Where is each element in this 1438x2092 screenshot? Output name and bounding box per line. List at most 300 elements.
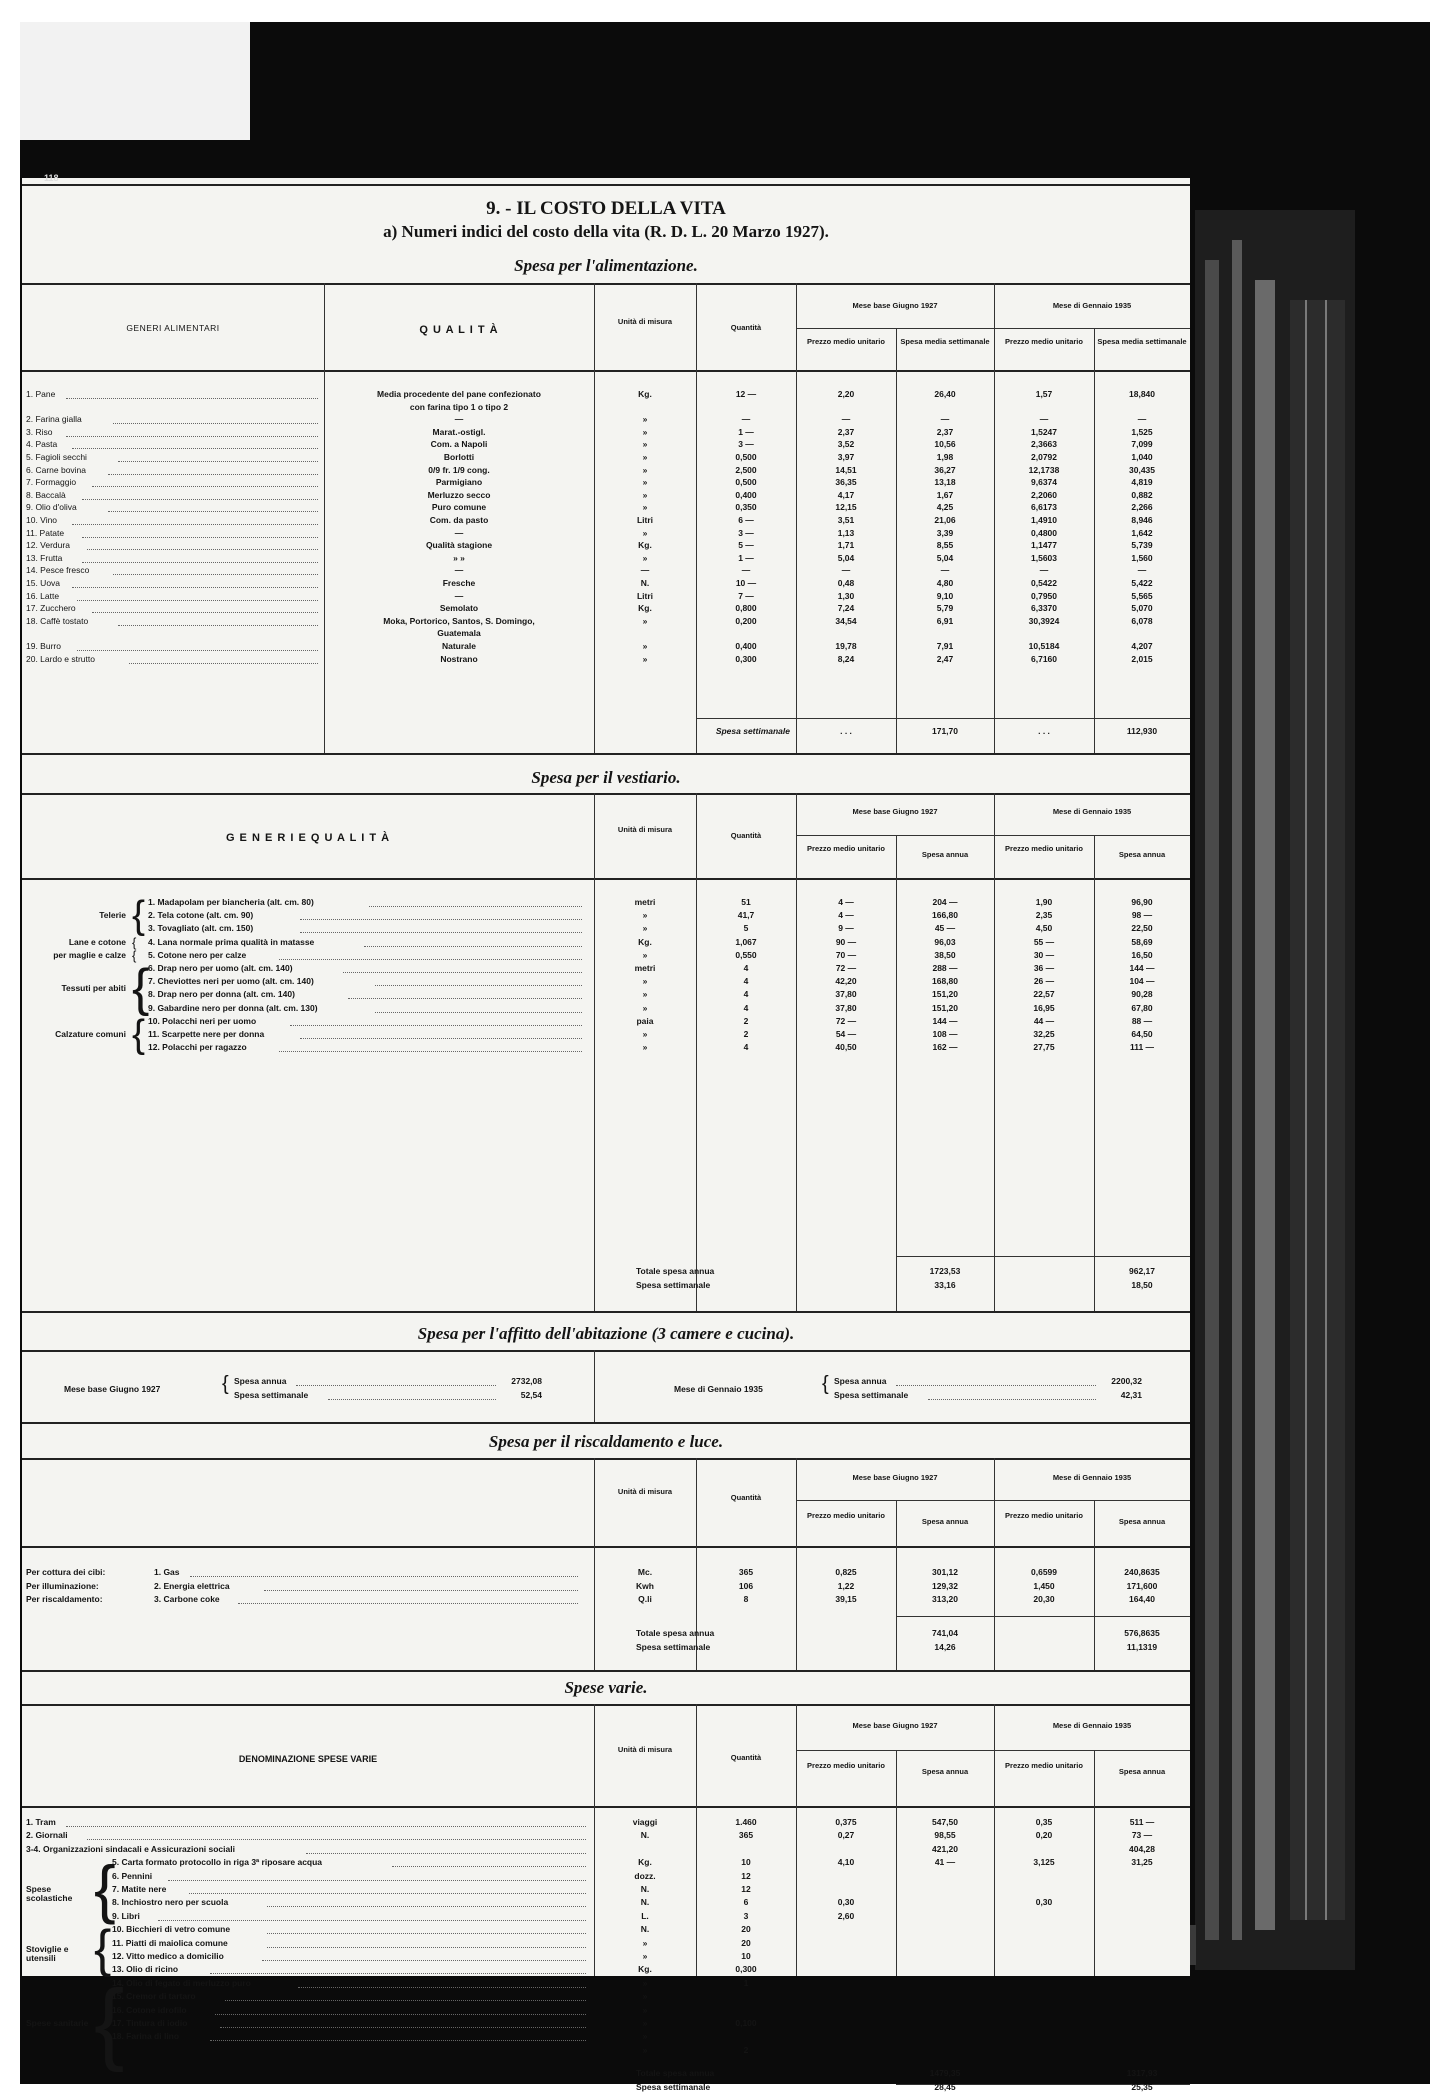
heating-header-cur: Mese di Gennaio 1935 xyxy=(1052,1473,1132,1482)
food-row-spend-cur: 1,040 xyxy=(1131,452,1153,462)
clothing-row-spend-base: 45 — xyxy=(934,923,956,934)
food-row-quantity: 1 — xyxy=(738,552,754,563)
clothing-row-name: 10. Polacchi neri per uomo xyxy=(148,1015,257,1026)
misc-row-quantity: 10 xyxy=(741,1857,751,1868)
heating-row-purpose: Per cottura dei cibi: xyxy=(26,1567,106,1577)
food-row-quantity: 3 — xyxy=(738,439,754,450)
food-row-price-base: 2,20 xyxy=(837,389,855,399)
food-row-name: 18. Caffè tostato xyxy=(26,615,89,626)
food-row-unit: » xyxy=(642,426,648,437)
clothing-row-spend-base: 144 — xyxy=(932,1015,958,1026)
food-row-quality: — xyxy=(454,527,464,538)
food-row-quality: Semolato xyxy=(439,603,479,614)
clothing-row-price-cur: 4,50 xyxy=(1035,923,1053,934)
clothing-row-quantity: 2 xyxy=(743,1015,749,1026)
heating-row-name: 2. Energia elettrica xyxy=(154,1580,230,1591)
misc-row-leader xyxy=(87,1831,586,1840)
clothing-row-spend-cur: 96,90 xyxy=(1131,897,1153,907)
food-row-price-base: 0,48 xyxy=(837,578,855,588)
clothing-row-price-cur: 30 — xyxy=(1033,949,1055,960)
heating-row-price-cur: 0,6599 xyxy=(1031,1567,1057,1577)
clothing-row-price-cur: 2,35 xyxy=(1035,910,1053,921)
food-row-quality: » » xyxy=(453,552,465,563)
misc-row-price-cur: 0,20 xyxy=(1035,1830,1053,1841)
misc-row-leader xyxy=(267,1939,586,1948)
clothing-row-quantity: 4 xyxy=(743,1042,749,1053)
misc-row-spend-base: 547,50 xyxy=(932,1817,958,1827)
food-row-unit: » xyxy=(642,414,648,425)
food-row-price-cur: 2,3663 xyxy=(1031,439,1057,450)
misc-row-price-base: 4,10 xyxy=(837,1857,855,1868)
misc-header-unita: Unità di misura xyxy=(617,1745,673,1754)
clothing-row-price-base: 72 — xyxy=(835,963,857,973)
clothing-group-brace: { xyxy=(132,947,137,963)
food-row-quality: — xyxy=(454,590,464,601)
food-row-quality: Puro comune xyxy=(431,502,487,513)
clothing-row-leader xyxy=(290,1017,582,1026)
food-row-unit: Kg. xyxy=(638,603,652,614)
misc-row-name: 3-4. Organizzazioni sindacali e Assicurazioni sociali xyxy=(26,1843,235,1854)
clothing-row-price-base: 72 — xyxy=(835,1015,857,1026)
clothing-row-spend-base: 151,20 xyxy=(932,1002,958,1013)
misc-row-name: 13. Olio di ricino xyxy=(112,1964,179,1975)
clothing-row-name: 2. Tela cotone (alt. cm. 90) xyxy=(148,910,254,921)
food-row-spend-cur: 30,435 xyxy=(1129,464,1155,475)
misc-row-leader xyxy=(215,2006,586,2015)
food-header-spesa-1: Spesa media settimanale xyxy=(900,337,990,346)
misc-row-quantity: 1 xyxy=(743,1977,749,1988)
clothing-group-label: Tessuti per abiti xyxy=(61,982,126,993)
clothing-header-prezzo-2: Prezzo medio unitario xyxy=(1005,844,1083,853)
food-row-price-cur: 12,1738 xyxy=(1028,464,1060,475)
food-row-unit: — xyxy=(640,565,650,576)
heating-row-price-cur: 1,450 xyxy=(1033,1580,1055,1591)
food-row-spend-cur: 4,207 xyxy=(1131,641,1153,651)
rent-cur-label: Mese di Gennaio 1935 xyxy=(674,1384,763,1394)
misc-row-name: 9. Libri xyxy=(112,1910,140,1921)
food-row-price-cur: 9,6374 xyxy=(1031,477,1057,488)
food-row-quantity: 0,500 xyxy=(735,452,757,462)
misc-row-price-base: 0,30 xyxy=(837,1897,855,1908)
statistics-page: 118 9. - IL COSTO DELLA VITA a) Numeri indici del costo della vita (R. D. L. 20 Marzo 1927). Spesa per l'alimentazione. GENERI ALIMENTARI Q U A L I T À Unità di misura Quantità Mese base Giugno 1927 Mese di Gennaio 1935 Prezzo medio unitario Spesa media settimanale Prezzo medio unitario Spesa media settimanale Spesa settimanale . . . 171,70 . . . 112,930 Spesa per il vestiario. G E N E R I E Q U A L I T À Unità di misura Quantità Mese base Giugno 1927 Mese di Gennaio 1935 Prezzo medio unitario Spesa annua Prezzo medio unitario Spesa annua Totale spesa annua Spesa settimanale 1723,53 33,16 962,17 18,50 Spesa per l'affitto dell'abitazione (3 camere e cucina). Mese base Giugno 1927 { Spesa annua Spesa settimanale 2732,08 52,54 Mese di Gennaio 1935 { Spesa annua Spesa settimanale 2200,32 42,31 Spesa per il riscaldamento e luce. Unità di misura Quantità Mese base Giugno 1927 Mese di Gennaio 1935 Prezzo medio unitario Spesa annua Prezzo medio unitario Spesa annua Totale spesa annua Spesa settimanale 741,04 14,26 576,8635 11,1319 Spese varie. DENOMINAZIONE SPESE VARIE Unità di misura Quantità Mese base Giugno 1927 Mese di Gennaio 1935 Prezzo medio unitario Spesa annua Prezzo medio unitario Spesa annua 1. Pane Media procedente del pane confezionato Kg. 12 — 2,20 26,40 1,57 18,840 con farina tipo 1 o tipo 2 2. Farina gialla — » — — — — — 3. Riso Marat.-ostigl. » 1 — 2,37 2,37 1,5247 1,525 4. Pasta Com. a Napoli » 3 — 3,52 10,56 2,3663 7,099 5. Fagioli secchi Borlotti » 0,500 3,97 1,98 2,0792 1,040 6. Carne bovina 0/9 fr. 1/9 cong. » 2,500 14,51 36,27 12,1738 30,435 7. Formaggio Parmigiano » 0,500 36,35 13,18 9,6374 4,819 8. Baccalà Merluzzo secco » 0,400 4,17 1,67 2,2060 0,882 9. Olio d'oliva Puro comune » 0,350 12,15 4,25 6,6173 2,266 10. Vino Com. da pasto Litri 6 — 3,51 21,06 1,4910 8,946 11. Patate — » 3 — 1,13 3,39 0,4800 1,642 12. Verdura Qualità stagione Kg. 5 — 1,71 8,55 1,1477 5,739 13. Frutta » » » 1 — 5,04 5,04 1,5603 1,560 14. Pesce fresco — — — — — — — 15. Uova Fresche N. 10 — 0,48 4,80 0,5422 5,422 16. Latte — Litri 7 — 1,30 9,10 0,7950 5,565 17. Zucchero Semolato Kg. 0,800 7,24 5,79 6,3370 5,070 18. Caffè tostato Moka, Portorico, Santos, S. Domingo, » 0,200 34,54 6,91 30,3924 6,078 Guatemala 19. Burro Naturale » 0,400 19,78 7,91 10,5184 4,207 20. Lardo e strutto Nostrano » 0,300 8,24 2,47 6,7160 2,015 1. Madapolam per biancheria (alt. cm. 80) metri 51 4 — 204 — 1,90 96,90 2. Tela cotone (alt. cm. 90) » 41,7 4 — 166,80 2,35 98 — 3. Tovagliato (alt. cm. 150) » 5 9 — 45 — 4,50 22,50 4. Lana normale prima qualità in matasse Kg. 1,067 90 — 96,03 55 — 58,69 5. Cotone nero per calze » 0,550 70 — 38,50 30 — 16,50 6. Drap nero per uomo (alt. cm. 140) metri 4 72 — 288 — 36 — 144 — 7. Cheviottes neri per uomo (alt. cm. 140) » 4 42,20 168,80 26 — 104 — 8. Drap nero per donna (alt. cm. 140) » 4 37,80 151,20 22,57 90,28 9. Gabardine nero per donna (alt. cm. 130) » 4 37,80 151,20 16,95 67,80 10. Polacchi neri per uomo paia 2 72 — 144 — 44 — 88 — 11. Scarpette nere per donna » 2 54 — 108 — 32,25 64,50 12. Polacchi per ragazzo » 4 40,50 162 — 27,75 111 — Telerie { Lane e cotone { per maglie e calze { Tessuti per abiti { Calzature comuni { Per cottura dei cibi: 1. Gas Mc. 365 0,825 301,12 0,6599 240,8635 Per illuminazione: 2. Energia elettrica Kwh 106 1,22 129,32 1,450 171,600 Per riscaldamento: 3. Carbone coke Q.li 8 39,15 313,20 20,30 164,40 1. Tram viaggi 1.460 0,375 547,50 0,35 511 — 2. Giornali N. 365 0,27 98,55 0,20 73 — 3-4. Organizzazioni sindacali e Assicurazioni sociali 421,20 404,28 5. Carta formato protocollo in riga 3ª riposare acqua Kg. 10 4,10 41 — 3,125 31,25 6. Pennini dozz. 12 7. Matite nere N. 12 8. Inchiostro nero per scuola N. 6 0,30 0,30 9. Libri L. 3 2,60 10. Bicchieri di vetro comune N. 20 11. Piatti di maiolica comune » 20 12. Vitto medico a domicilio » 10 13. Olio di ricino Kg. 0,300 14. Olio di fegato di merluzzo puro » 1 15. Cremor di tartaro » 16. Cotone idrofilo » 17. Tintura di iodio » 0,100 18. Farina di lino » » 2 Spese scolastiche { Stoviglie e utensili { Spese sanitarie { Totale spesa annua Spesa settimanale 1479,35 28,45 1317,93 25,35 xyxy=(22,178,1190,1976)
clothing-row-quantity: 4 xyxy=(743,976,749,987)
food-total-p1: . . . xyxy=(840,726,852,736)
food-row-quantity: 7 — xyxy=(738,590,754,601)
clothing-total-annua-2: 962,17 xyxy=(1129,1266,1155,1276)
rent-base-annua-label: Spesa annua xyxy=(234,1376,287,1386)
clothing-header-quantita: Quantità xyxy=(730,831,762,840)
misc-row-unit: » xyxy=(642,2018,648,2028)
food-row-spend-cur: 2,266 xyxy=(1131,502,1153,513)
heating-total-sett-2: 11,1319 xyxy=(1126,1642,1158,1652)
food-section-title: Spesa per l'alimentazione. xyxy=(514,256,698,275)
food-row-quantity: 0,350 xyxy=(735,502,757,513)
food-header-prezzo-2: Prezzo medio unitario xyxy=(1005,337,1083,346)
misc-row-leader xyxy=(225,1992,586,2001)
clothing-row-spend-cur: 98 — xyxy=(1131,910,1153,921)
page-title: 9. - IL COSTO DELLA VITA xyxy=(486,198,726,219)
food-row-spend-cur: 7,099 xyxy=(1131,439,1153,450)
food-row-spend-base: 4,25 xyxy=(936,502,954,513)
food-row-spend-base: 9,10 xyxy=(936,590,954,601)
heating-row-spend-cur: 171,600 xyxy=(1126,1580,1158,1591)
food-row-spend-cur: 5,739 xyxy=(1131,540,1153,551)
clothing-group-brace: { xyxy=(132,959,150,1017)
misc-row-unit: L. xyxy=(641,1910,649,1921)
food-row-name: 3. Riso xyxy=(26,426,53,437)
clothing-row-unit: » xyxy=(642,1002,648,1013)
food-row-price-base: — xyxy=(841,565,851,576)
clothing-row-leader xyxy=(369,898,582,907)
clothing-row-spend-base: 162 — xyxy=(932,1042,958,1053)
heating-row-leader xyxy=(190,1568,578,1577)
food-row-price-base: 3,97 xyxy=(837,452,855,462)
misc-row-leader xyxy=(220,2019,586,2028)
misc-row-name: 2. Giornali xyxy=(26,1830,68,1841)
food-row-price-cur: 6,7160 xyxy=(1031,653,1057,664)
food-row-leader xyxy=(82,491,318,500)
food-row-name: 17. Zucchero xyxy=(26,603,76,614)
misc-row-name: 18. Farina di lino xyxy=(112,2031,180,2042)
misc-header-denominazione: DENOMINAZIONE SPESE VARIE xyxy=(238,1754,378,1764)
food-row-unit: » xyxy=(642,615,648,626)
food-row-leader xyxy=(108,466,318,475)
food-row-spend-base: 6,91 xyxy=(936,615,954,626)
heating-row-spend-cur: 164,40 xyxy=(1129,1594,1155,1604)
misc-row-quantity: 20 xyxy=(741,1924,751,1935)
food-row-spend-base: 5,04 xyxy=(936,552,954,563)
clothing-row-spend-base: 108 — xyxy=(932,1029,958,1039)
food-row-unit: » xyxy=(642,552,648,563)
food-row-unit: » xyxy=(642,477,648,488)
food-row-price-cur: 2,0792 xyxy=(1031,452,1057,462)
clothing-group-brace: { xyxy=(132,1012,146,1056)
rent-base-sett: 52,54 xyxy=(520,1390,542,1400)
food-row-spend-base: 1,98 xyxy=(936,452,954,462)
food-row-quality: Guatemala xyxy=(437,628,481,639)
heating-row-quantity: 365 xyxy=(738,1567,754,1577)
misc-row-spend-cur: 511 — xyxy=(1129,1817,1155,1827)
clothing-row-name: 4. Lana normale prima qualità in matasse xyxy=(148,936,315,947)
misc-row-price-base: 0,27 xyxy=(837,1830,855,1841)
clothing-row-quantity: 4 xyxy=(743,989,749,1000)
misc-row-name: 7. Matite nere xyxy=(112,1884,167,1894)
food-row-quality: Nostrano xyxy=(440,653,478,664)
misc-group-brace: { xyxy=(94,1971,125,2073)
food-row-price-base: 3,51 xyxy=(837,515,855,525)
misc-row-unit: N. xyxy=(640,1830,650,1841)
clothing-row-unit: paia xyxy=(636,1015,654,1026)
clothing-row-quantity: 2 xyxy=(743,1029,749,1039)
misc-row-name: 17. Tintura di iodio xyxy=(112,2018,188,2028)
misc-row-quantity: 3 xyxy=(743,1910,749,1921)
food-row-quality: Borlotti xyxy=(443,452,475,462)
misc-row-quantity: 12 xyxy=(741,1884,751,1894)
misc-row-name: 6. Pennini xyxy=(112,1870,153,1881)
misc-header-prezzo-1: Prezzo medio unitario xyxy=(807,1761,885,1770)
misc-row-unit: » xyxy=(642,1937,648,1948)
food-row-price-cur: 30,3924 xyxy=(1028,615,1060,626)
food-header-quantita: Quantità xyxy=(730,323,762,332)
clothing-row-quantity: 5 xyxy=(743,923,749,934)
misc-row-spend-cur: 31,25 xyxy=(1131,1857,1153,1868)
food-row-price-cur: 0,4800 xyxy=(1031,527,1057,538)
clothing-row-price-base: 40,50 xyxy=(835,1042,857,1053)
misc-row-unit: » xyxy=(642,2044,648,2055)
misc-row-unit: viaggi xyxy=(632,1817,658,1827)
clothing-row-spend-cur: 144 — xyxy=(1129,963,1155,973)
food-row-spend-base: 7,91 xyxy=(936,641,954,651)
misc-row-leader xyxy=(267,1898,586,1907)
food-row-spend-cur: 5,070 xyxy=(1131,603,1153,614)
rent-base-label: Mese base Giugno 1927 xyxy=(64,1384,161,1394)
clothing-header-genere: G E N E R I E Q U A L I T À xyxy=(225,832,391,844)
food-row-quality: Com. da pasto xyxy=(429,515,489,525)
misc-row-quantity: 0,300 xyxy=(735,1964,757,1975)
misc-row-name: 15. Cremor di tartaro xyxy=(112,1991,196,2002)
clothing-row-spend-cur: 104 — xyxy=(1129,976,1155,987)
food-header-genere: GENERI ALIMENTARI xyxy=(126,323,220,333)
misc-row-quantity: 6 xyxy=(743,1897,749,1908)
misc-row-quantity: 0,100 xyxy=(735,2018,757,2028)
clothing-group-brace: { xyxy=(132,894,146,937)
food-row-spend-cur: 0,882 xyxy=(1131,489,1153,500)
heating-header-spesa-1: Spesa annua xyxy=(921,1517,969,1526)
misc-header-cur: Mese di Gennaio 1935 xyxy=(1052,1721,1132,1730)
food-row-spend-base: 21,06 xyxy=(934,515,956,525)
misc-row-quantity: 1.460 xyxy=(735,1817,757,1827)
misc-row-price-base: 2,60 xyxy=(837,1910,855,1921)
food-row-name: 7. Formaggio xyxy=(26,477,77,488)
food-row-unit: Kg. xyxy=(638,540,652,551)
food-row-name: 19. Burro xyxy=(26,641,61,651)
heating-total-annua-1: 741,04 xyxy=(932,1628,958,1638)
clothing-row-price-cur: 32,25 xyxy=(1033,1029,1055,1039)
food-row-leader xyxy=(77,592,318,601)
food-row-price-cur: 1,57 xyxy=(1035,389,1053,399)
food-row-spend-base: 4,80 xyxy=(936,578,954,588)
heating-row-purpose: Per riscaldamento: xyxy=(26,1594,103,1604)
food-row-quantity: 12 — xyxy=(735,389,757,399)
food-row-leader xyxy=(82,529,318,538)
heating-row-unit: Q.li xyxy=(638,1594,652,1604)
misc-row-unit: dozz. xyxy=(634,1870,656,1881)
clothing-row-spend-cur: 22,50 xyxy=(1131,923,1153,934)
food-row-unit: Litri xyxy=(636,590,654,601)
food-row-price-cur: — xyxy=(1039,414,1049,425)
rent-base-annua: 2732,08 xyxy=(511,1376,542,1386)
food-row-price-cur: 1,4910 xyxy=(1031,515,1057,525)
food-row-leader xyxy=(72,440,318,449)
clothing-row-spend-base: 38,50 xyxy=(934,949,956,960)
clothing-header-prezzo-1: Prezzo medio unitario xyxy=(807,844,885,853)
heating-header-spesa-2: Spesa annua xyxy=(1118,1517,1166,1526)
food-row-unit: N. xyxy=(640,578,650,588)
food-row-unit: » xyxy=(642,527,648,538)
food-header-unita: Unità di misura xyxy=(617,317,673,326)
clothing-row-name: 7. Cheviottes neri per uomo (alt. cm. 140) xyxy=(148,976,314,987)
clothing-row-unit: » xyxy=(642,910,648,921)
food-row-quantity: 0,300 xyxy=(735,653,757,664)
food-row-spend-base: 26,40 xyxy=(934,389,956,399)
food-header-prezzo-1: Prezzo medio unitario xyxy=(807,337,885,346)
clothing-row-spend-cur: 67,80 xyxy=(1131,1002,1153,1013)
heating-header-base: Mese base Giugno 1927 xyxy=(852,1473,938,1482)
misc-row-spend-base: 98,55 xyxy=(934,1830,956,1841)
food-row-quality: 0/9 fr. 1/9 cong. xyxy=(428,464,490,475)
clothing-row-price-base: 42,20 xyxy=(835,976,857,987)
food-row-name: 10. Vino xyxy=(26,515,58,525)
food-row-unit: » xyxy=(642,641,648,651)
food-row-price-cur: 10,5184 xyxy=(1028,641,1060,651)
clothing-header-cur: Mese di Gennaio 1935 xyxy=(1052,807,1132,816)
food-row-spend-base: 36,27 xyxy=(934,464,956,475)
heating-header-unita: Unità di misura xyxy=(617,1487,673,1496)
rent-cur-sett-label: Spesa settimanale xyxy=(834,1390,909,1400)
food-row-spend-base: — xyxy=(940,414,950,425)
food-row-price-cur: 0,5422 xyxy=(1031,578,1057,588)
food-row-unit: » xyxy=(642,464,648,475)
rent-base-sett-label: Spesa settimanale xyxy=(234,1390,309,1400)
food-row-spend-base: 3,39 xyxy=(936,527,954,538)
clothing-row-spend-cur: 16,50 xyxy=(1131,949,1153,960)
food-row-leader xyxy=(72,579,318,588)
misc-header-quantita: Quantità xyxy=(730,1753,762,1762)
food-row-name: 2. Farina gialla xyxy=(26,414,82,425)
food-row-leader xyxy=(118,617,318,626)
clothing-total-sett-label: Spesa settimanale xyxy=(636,1280,711,1290)
clothing-group-brace: { xyxy=(132,934,137,950)
clothing-group-label: Calzature comuni xyxy=(55,1029,126,1039)
food-row-name: 5. Fagioli secchi xyxy=(26,452,87,462)
food-row-price-base: 7,24 xyxy=(837,603,855,614)
food-row-quantity: 5 — xyxy=(738,540,754,551)
food-row-name: 16. Latte xyxy=(26,590,60,601)
clothing-row-unit: Kg. xyxy=(638,936,652,947)
food-row-price-base: 8,24 xyxy=(837,653,855,664)
misc-row-spend-cur: 404,28 xyxy=(1129,1843,1155,1854)
food-row-quality: Parmigiano xyxy=(435,477,483,488)
food-row-name: 4. Pasta xyxy=(26,439,58,450)
food-row-name: 9. Olio d'oliva xyxy=(26,502,77,513)
heating-header-prezzo-2: Prezzo medio unitario xyxy=(1005,1511,1083,1520)
heating-header-quantita: Quantità xyxy=(730,1493,762,1502)
heating-row-spend-cur: 240,8635 xyxy=(1124,1567,1160,1577)
heating-header-prezzo-1: Prezzo medio unitario xyxy=(807,1511,885,1520)
misc-group-label: Spese sanitarie xyxy=(26,2018,89,2028)
misc-row-quantity: 10 xyxy=(741,1951,751,1961)
food-row-unit: » xyxy=(642,439,648,450)
misc-row-unit: » xyxy=(642,2031,648,2042)
food-row-leader xyxy=(113,415,318,424)
heating-total-annua-label: Totale spesa annua xyxy=(636,1628,715,1638)
misc-row-unit: N. xyxy=(640,1924,650,1935)
misc-total-annua-2: 1317,93 xyxy=(1126,2068,1158,2079)
food-row-quantity: 10 — xyxy=(735,578,757,588)
heating-row-price-base: 0,825 xyxy=(835,1567,857,1577)
misc-total-sett-2: 25,35 xyxy=(1131,2082,1153,2092)
food-row-price-base: 34,54 xyxy=(835,615,857,626)
clothing-group-label: Lane e cotone xyxy=(68,936,126,947)
clothing-group-label: Telerie xyxy=(99,910,126,921)
food-row-leader xyxy=(129,655,318,664)
clothing-row-price-base: 70 — xyxy=(835,949,857,960)
clothing-row-leader xyxy=(300,1030,582,1039)
clothing-row-unit: » xyxy=(642,949,648,960)
food-row-spend-cur: 1,525 xyxy=(1131,426,1153,437)
food-row-price-base: 36,35 xyxy=(835,477,857,488)
misc-row-spend-base: 41 — xyxy=(934,1857,956,1868)
clothing-row-leader xyxy=(348,990,582,999)
clothing-row-leader xyxy=(375,1004,582,1013)
food-row-leader xyxy=(66,390,318,399)
food-row-quality: Merluzzo secco xyxy=(427,489,491,500)
food-row-quantity: 0,400 xyxy=(735,641,757,651)
food-row-quantity: 0,200 xyxy=(735,615,757,626)
food-row-price-base: 5,04 xyxy=(837,552,855,563)
food-row-leader xyxy=(87,541,318,550)
clothing-header-spesa-1: Spesa annua xyxy=(921,850,969,859)
food-row-name: 1. Pane xyxy=(26,389,56,399)
misc-total-sett-1: 28,45 xyxy=(934,2082,956,2092)
misc-row-price-cur: 3,125 xyxy=(1033,1857,1055,1868)
clothing-row-leader xyxy=(300,924,582,933)
food-row-spend-base: 8,55 xyxy=(936,540,954,551)
page-number: 118 xyxy=(44,173,59,183)
rent-cur-sett: 42,31 xyxy=(1120,1390,1142,1400)
heating-row-quantity: 8 xyxy=(743,1594,749,1604)
food-row-price-cur: 6,6173 xyxy=(1031,502,1057,513)
food-row-price-cur: — xyxy=(1039,565,1049,576)
food-row-spend-base: 5,79 xyxy=(936,603,954,614)
clothing-row-quantity: 1,067 xyxy=(735,936,757,947)
food-row-price-base: 2,37 xyxy=(837,426,855,437)
misc-row-unit: » xyxy=(642,1951,648,1961)
food-row-spend-base: 2,37 xyxy=(936,426,954,437)
food-row-quality: Fresche xyxy=(442,578,476,588)
misc-row-quantity: 2 xyxy=(743,2044,749,2055)
food-row-quantity: 6 — xyxy=(738,515,754,525)
clothing-row-quantity: 4 xyxy=(743,1002,749,1013)
food-row-quantity: 0,400 xyxy=(735,489,757,500)
misc-row-spend-cur: 73 — xyxy=(1131,1830,1153,1841)
clothing-row-name: 3. Tovagliato (alt. cm. 150) xyxy=(148,923,254,934)
clothing-row-spend-cur: 90,28 xyxy=(1131,989,1153,1000)
misc-row-name: 16. Cotone idrofilo xyxy=(112,2004,187,2015)
clothing-row-price-base: 37,80 xyxy=(835,989,857,1000)
heating-row-unit: Kwh xyxy=(636,1580,654,1591)
clothing-row-spend-cur: 64,50 xyxy=(1131,1029,1153,1039)
clothing-row-name: 11. Scarpette nere per donna xyxy=(148,1029,265,1039)
misc-row-name: 12. Vitto medico a domicilio xyxy=(112,1951,224,1961)
clothing-group-label: per maglie e calze xyxy=(53,949,126,960)
food-row-price-cur: 1,5603 xyxy=(1031,552,1057,563)
clothing-row-price-cur: 26 — xyxy=(1033,976,1055,987)
clothing-row-leader xyxy=(279,1043,582,1052)
clothing-row-quantity: 51 xyxy=(741,897,751,907)
food-header-cur: Mese di Gennaio 1935 xyxy=(1052,301,1132,310)
misc-row-leader xyxy=(392,1858,586,1867)
clothing-row-spend-cur: 88 — xyxy=(1131,1015,1153,1026)
food-row-quantity: 2,500 xyxy=(735,464,757,475)
food-row-spend-cur: — xyxy=(1137,565,1147,576)
clothing-row-spend-cur: 111 — xyxy=(1129,1042,1155,1053)
misc-row-name: 14. Olio di fegato di merluzzo puro xyxy=(112,1977,251,1988)
heating-row-price-base: 39,15 xyxy=(835,1594,857,1604)
clothing-row-price-cur: 22,57 xyxy=(1033,989,1055,1000)
clothing-row-leader xyxy=(375,977,582,986)
misc-row-unit: » xyxy=(642,1991,648,2002)
